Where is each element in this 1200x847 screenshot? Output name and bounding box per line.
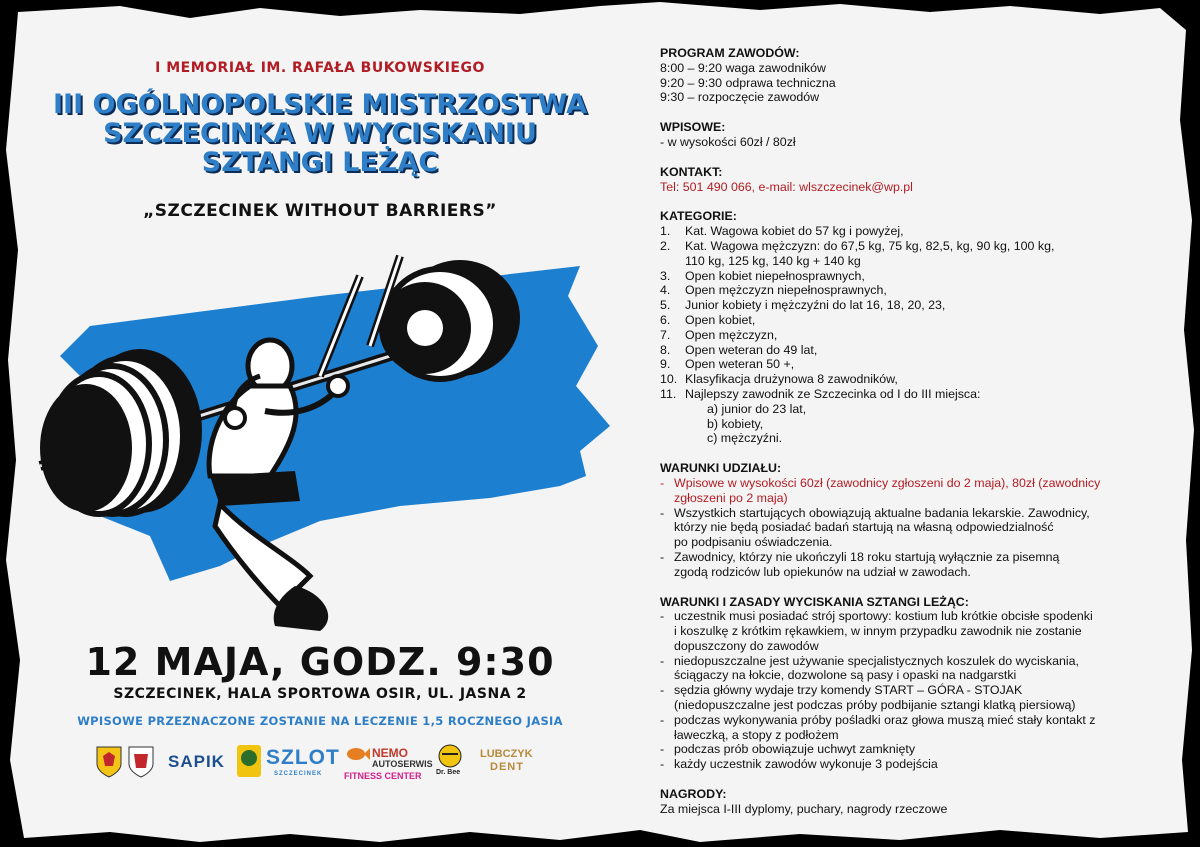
event-title-line-1: III OGÓLNOPOLSKIE MISTRZOSTWA bbox=[53, 89, 587, 120]
rules-heading: WARUNKI I ZASADY WYCISKANIA SZTANGI LEŻĄC: bbox=[660, 594, 969, 609]
category-item: 2. Kat. Wagowa mężczyzn: do 67,5 kg, 75 kg, 82,5, kg, 90 kg, 100 kg, 110 kg, 125 kg, 140 kg + 140 kg bbox=[660, 238, 1055, 268]
categories-heading: KATEGORIE: bbox=[660, 209, 737, 224]
memorial-title: I MEMORIAŁ IM. RAFAŁA BUKOWSKIEGO bbox=[155, 60, 485, 76]
nemo-fish-icon bbox=[346, 746, 370, 762]
category-item: 1. Kat. Wagowa kobiet do 57 kg i powyżej, bbox=[660, 224, 904, 239]
category-item: 11. Najlepszy zawodnik ze Szczecinka od I do III miejsca: a) junior do 23 lat, b) kobiety, c) mężczyźni. bbox=[660, 387, 1150, 446]
sponsor-dr-bee: Dr. Bee bbox=[436, 769, 461, 776]
event-title-line-3: SZTANGI LEŻĄC bbox=[201, 147, 439, 178]
category-sub-item: a) junior do 23 lat, bbox=[707, 401, 807, 416]
rule-item: - podczas prób obowiązuje uchwyt zamknięty bbox=[660, 742, 916, 757]
category-sub-item: b) kobiety, bbox=[707, 416, 764, 431]
left-weight-plates bbox=[40, 349, 202, 514]
coat-of-arms-icon bbox=[128, 746, 154, 778]
program-item: 9:20 – 9:30 odprawa techniczna bbox=[660, 75, 836, 90]
program-item: 9:30 – rozpoczęcie zawodów bbox=[660, 90, 820, 105]
program-heading: PROGRAM ZAWODÓW: bbox=[660, 46, 800, 60]
sponsor-autoserwis: AUTOSERWIS bbox=[372, 759, 433, 769]
category-item: 7. Open mężczyzn, bbox=[660, 327, 778, 342]
contact-text: Tel: 501 490 066, e-mail: wlszczecinek@wp.pl bbox=[660, 179, 913, 194]
contact-section bbox=[660, 165, 1150, 195]
bulldog-logo-icon bbox=[236, 744, 262, 778]
fee-heading: WPISOWE: bbox=[660, 120, 726, 135]
rule-item: - każdy uczestnik zawodów wykonuje 3 podejścia bbox=[660, 757, 938, 772]
prizes-heading: NAGRODY: bbox=[660, 787, 727, 802]
sponsor-sapik: SAPIK bbox=[168, 752, 225, 771]
condition-item: - Wpisowe w wysokości 60zł (zawodnicy zgłoszeni do 2 maja), 80zł (zawodnicy zgłoszeni po 2 maja) bbox=[660, 475, 1101, 505]
bench-press-illustration bbox=[20, 236, 620, 636]
condition-item: - Zawodnicy, którzy nie ukończyli 18 roku startują wyłącznie za pisemną zgodą rodziców lub opiekunów na udział w zawodach. bbox=[660, 549, 1060, 579]
category-sub-item: c) mężczyźni. bbox=[707, 431, 783, 446]
event-title-line-2: SZCZECINKA W WYCISKANIU bbox=[103, 118, 537, 149]
coat-of-arms-icon bbox=[96, 746, 122, 778]
program-section bbox=[660, 46, 1150, 105]
rules-section bbox=[660, 595, 1150, 773]
category-item: 6. Open kobiet, bbox=[660, 312, 756, 327]
conditions-heading: WARUNKI UDZIAŁU: bbox=[660, 461, 782, 476]
event-date: 12 MAJA, GODZ. 9:30 bbox=[85, 640, 555, 684]
rule-item: - sędzia główny wydaje trzy komendy START – GÓRA - STOJAK (niedopuszczalne jest podczas próby podbijanie sztangi klatką piersiową) bbox=[660, 683, 1076, 713]
sponsor-szlot: SZLOT bbox=[266, 746, 340, 769]
conditions-list bbox=[660, 476, 1150, 580]
sponsor-nemo: NEMO bbox=[372, 746, 408, 760]
right-weight-plates bbox=[379, 260, 520, 379]
prizes-text: Za miejsca I-III dyplomy, puchary, nagrody rzeczowe bbox=[660, 801, 948, 816]
rule-item: - uczestnik musi posiadać strój sportowy: kostium lub krótkie obcisłe spodenki i koszulkę z krótkim rękawkiem, w innym przypadku zawodnik nie zostanie dopuszczony do zawodów bbox=[660, 609, 1093, 653]
bee-logo-icon bbox=[438, 742, 462, 768]
contact-heading: KONTAKT: bbox=[660, 164, 723, 179]
category-item: 8. Open weteran do 49 lat, bbox=[660, 342, 818, 357]
rule-item: - podczas wykonywania próby pośladki oraz głowa muszą mieć stały kontakt z ławeczką, a stopy z podłożem bbox=[660, 712, 1096, 742]
rule-item: - niedopuszczalne jest używanie specjalistycznych koszulek do wyciskania, ściągaczy na łokcie, dozwolone są pasy i opaski na nadgarstki bbox=[660, 653, 1079, 683]
category-item: 10. Klasyfikacja drużynowa 8 zawodników, bbox=[660, 372, 898, 387]
rules-list bbox=[660, 609, 1150, 772]
category-item: 4. Open mężczyzn niepełnosprawnych, bbox=[660, 283, 887, 298]
sponsor-fitness-center: FITNESS CENTER bbox=[344, 771, 422, 781]
conditions-section bbox=[660, 461, 1150, 579]
fee-text: - w wysokości 60zł / 80zł bbox=[660, 134, 796, 149]
sponsor-szlot-city: SZCZECINEK bbox=[274, 771, 323, 777]
condition-item: - Wszystkich startujących obowiązują aktualne badania lekarskie. Zawodnicy, którzy nie będą posiadać badań startują na własną odpowiedzialność po podpisaniu oświadczenia. bbox=[660, 505, 1090, 550]
category-item: 9. Open weteran 50 +, bbox=[660, 357, 795, 372]
fee-section bbox=[660, 120, 1150, 150]
category-item: 5. Junior kobiety i mężczyźni do lat 16, 18, 20, 23, bbox=[660, 298, 946, 313]
sponsor-lubczyk: LUBCZYK bbox=[480, 748, 533, 760]
sponsor-dent: DENT bbox=[490, 761, 524, 773]
prizes-section bbox=[660, 787, 1150, 817]
program-item: 8:00 – 9:20 waga zawodników bbox=[660, 60, 827, 75]
categories-list bbox=[660, 224, 1150, 446]
event-title bbox=[40, 90, 600, 177]
event-info-panel bbox=[660, 46, 1150, 832]
donation-note: WPISOWE PRZEZNACZONE ZOSTANIE NA LECZENIE 1,5 ROCZNEGO JASIA bbox=[77, 714, 563, 728]
sponsor-logos bbox=[88, 738, 533, 798]
category-item: 3. Open kobiet niepełnosprawnych, bbox=[660, 268, 865, 283]
event-venue: SZCZECINEK, HALA SPORTOWA OSIR, UL. JASNA 2 bbox=[113, 686, 527, 702]
event-subtitle: „SZCZECINEK WITHOUT BARRIERS” bbox=[143, 201, 497, 221]
categories-section bbox=[660, 209, 1150, 446]
